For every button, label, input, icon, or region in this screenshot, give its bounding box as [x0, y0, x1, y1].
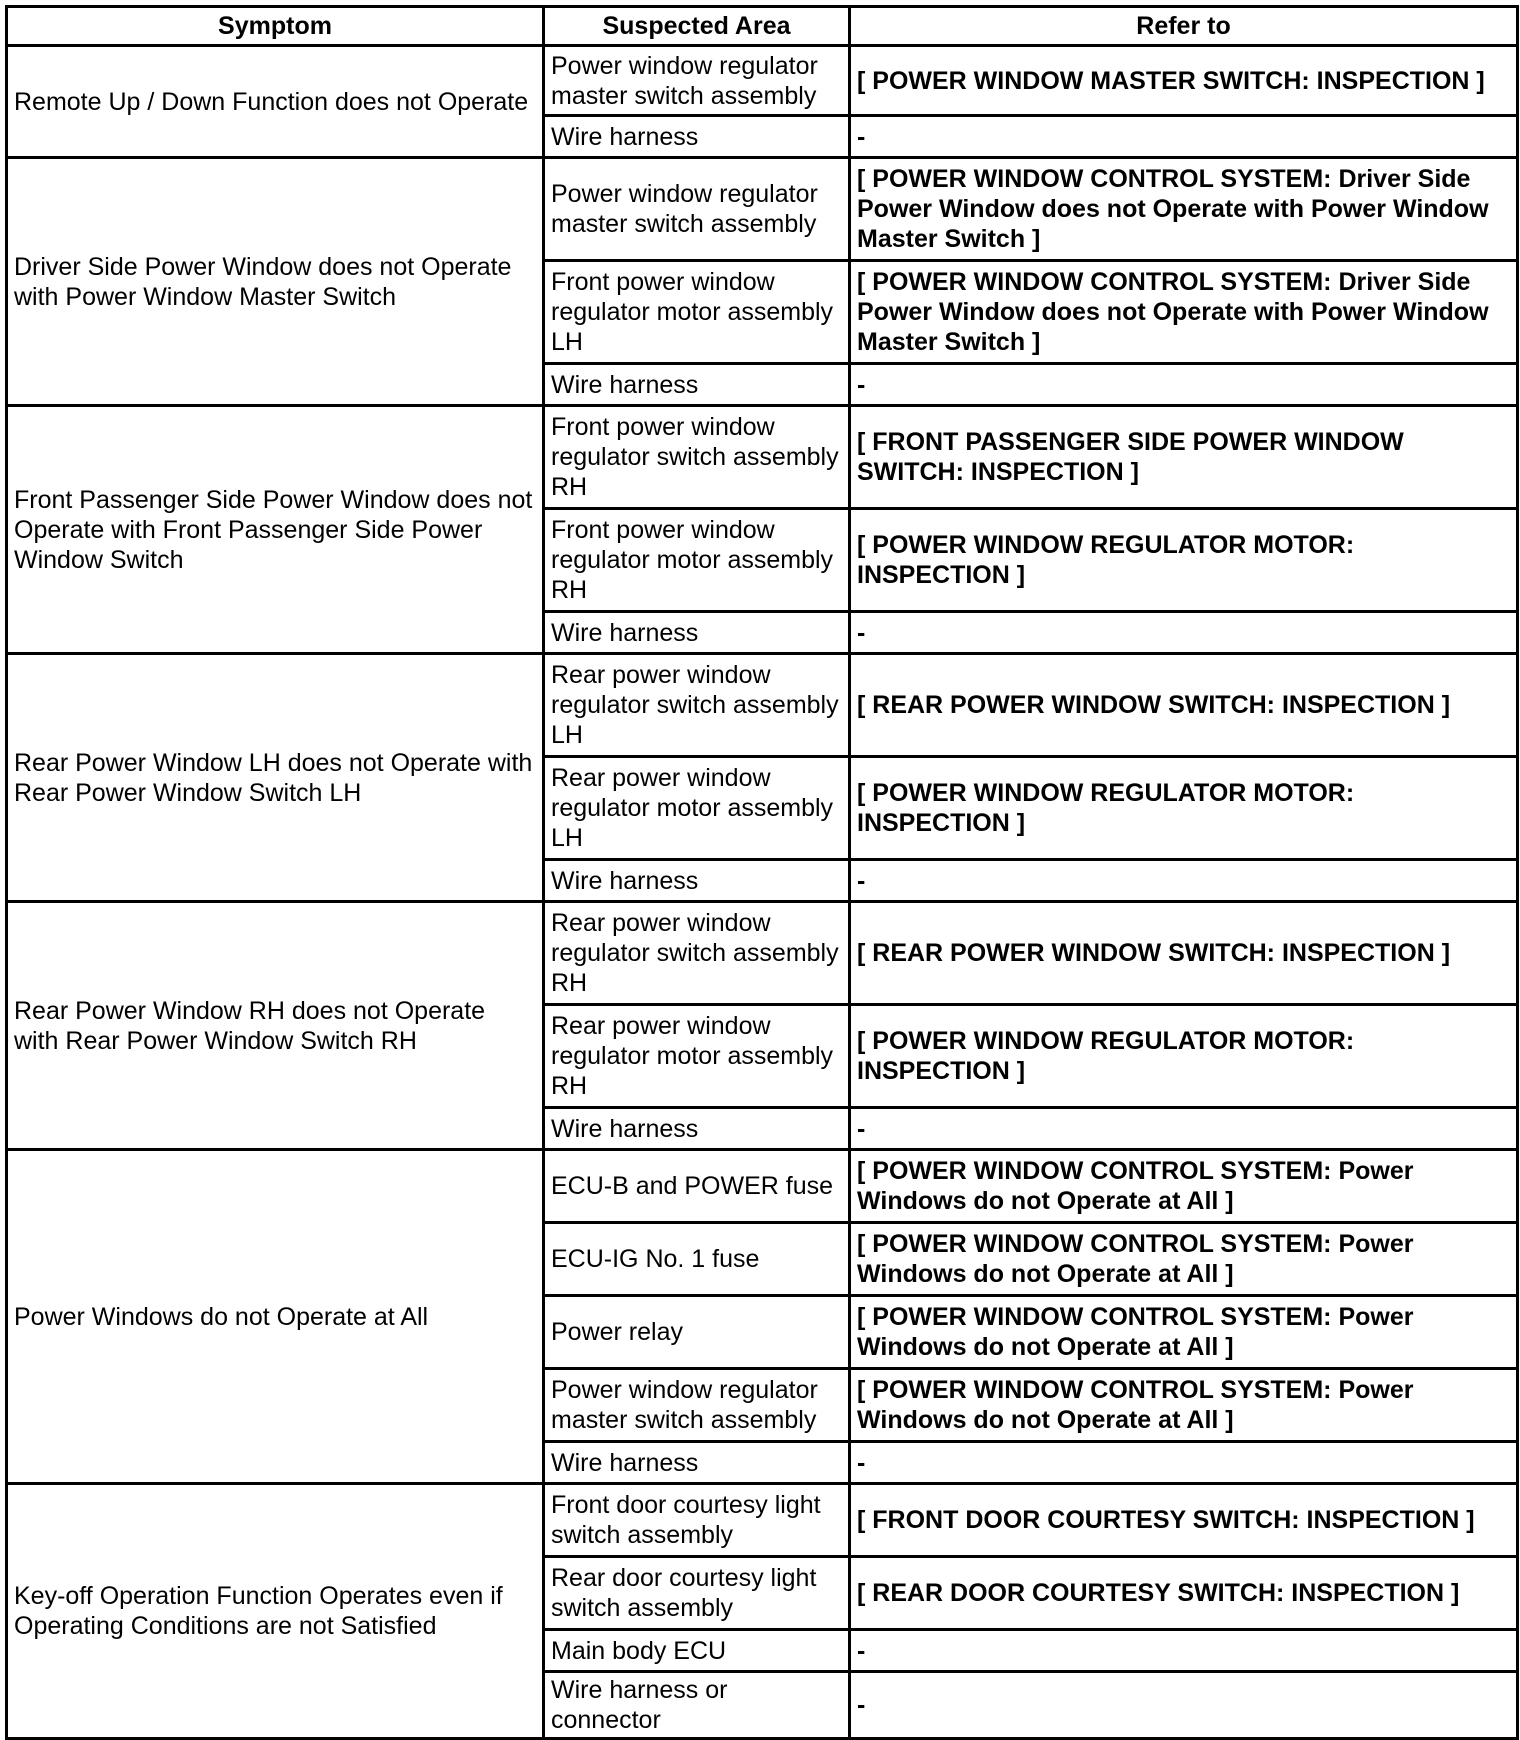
refer-to-cell: -	[850, 612, 1518, 654]
table-row	[7, 46, 1518, 116]
symptom-cell: Remote Up / Down Function does not Operate	[7, 46, 544, 158]
suspected-area-cell: Power window regulator master switch assembly	[544, 1369, 850, 1442]
refer-to-cell: [ POWER WINDOW CONTROL SYSTEM: Power Windows do not Operate at All ]	[850, 1296, 1518, 1369]
suspected-area-cell: Wire harness	[544, 860, 850, 902]
refer-to-cell: [ FRONT PASSENGER SIDE POWER WINDOW SWITCH: INSPECTION ]	[850, 406, 1518, 509]
suspected-area-cell: Wire harness	[544, 1442, 850, 1484]
refer-to-cell: [ POWER WINDOW REGULATOR MOTOR: INSPECTION ]	[850, 757, 1518, 860]
refer-to-cell: -	[850, 116, 1518, 158]
refer-to-cell: -	[850, 364, 1518, 406]
symptom-cell: Key-off Operation Function Operates even if Operating Conditions are not Satisfied	[7, 1484, 544, 1739]
troubleshooting-table	[5, 5, 1519, 1740]
suspected-area-cell: Wire harness or connector	[544, 1672, 850, 1739]
refer-to-cell: -	[850, 1108, 1518, 1150]
refer-to-cell: [ POWER WINDOW CONTROL SYSTEM: Driver Side Power Window does not Operate with Power Window Master Switch ]	[850, 158, 1518, 261]
header-suspected-area: Suspected Area	[544, 7, 850, 46]
header-symptom: Symptom	[7, 7, 544, 46]
table-row	[7, 158, 1518, 261]
suspected-area-cell: Front power window regulator motor assembly RH	[544, 509, 850, 612]
refer-to-cell: -	[850, 1672, 1518, 1739]
refer-to-cell: -	[850, 1630, 1518, 1672]
suspected-area-cell: Wire harness	[544, 1108, 850, 1150]
suspected-area-cell: Front power window regulator switch assembly RH	[544, 406, 850, 509]
table-body	[7, 46, 1518, 1739]
header-refer-to: Refer to	[850, 7, 1518, 46]
header-row	[7, 7, 1518, 46]
refer-to-cell: [ POWER WINDOW CONTROL SYSTEM: Power Windows do not Operate at All ]	[850, 1369, 1518, 1442]
refer-to-cell: [ POWER WINDOW MASTER SWITCH: INSPECTION ]	[850, 46, 1518, 116]
refer-to-cell: [ POWER WINDOW CONTROL SYSTEM: Power Windows do not Operate at All ]	[850, 1223, 1518, 1296]
table-row	[7, 406, 1518, 509]
symptom-cell: Driver Side Power Window does not Operate with Power Window Master Switch	[7, 158, 544, 406]
suspected-area-cell: Power relay	[544, 1296, 850, 1369]
table-row	[7, 654, 1518, 757]
suspected-area-cell: Main body ECU	[544, 1630, 850, 1672]
suspected-area-cell: Rear power window regulator motor assembly RH	[544, 1005, 850, 1108]
suspected-area-cell: Rear power window regulator switch assembly LH	[544, 654, 850, 757]
suspected-area-cell: Power window regulator master switch assembly	[544, 158, 850, 261]
suspected-area-cell: Front door courtesy light switch assembly	[544, 1484, 850, 1557]
table-row	[7, 902, 1518, 1005]
refer-to-cell: [ REAR POWER WINDOW SWITCH: INSPECTION ]	[850, 902, 1518, 1005]
refer-to-cell: [ POWER WINDOW CONTROL SYSTEM: Power Windows do not Operate at All ]	[850, 1150, 1518, 1223]
refer-to-cell: [ REAR DOOR COURTESY SWITCH: INSPECTION ]	[850, 1557, 1518, 1630]
suspected-area-cell: Rear power window regulator motor assembly LH	[544, 757, 850, 860]
suspected-area-cell: Front power window regulator motor assembly LH	[544, 261, 850, 364]
symptom-cell: Front Passenger Side Power Window does not Operate with Front Passenger Side Power Window Switch	[7, 406, 544, 654]
symptom-cell: Power Windows do not Operate at All	[7, 1150, 544, 1484]
refer-to-cell: -	[850, 1442, 1518, 1484]
suspected-area-cell: Wire harness	[544, 364, 850, 406]
refer-to-cell: [ REAR POWER WINDOW SWITCH: INSPECTION ]	[850, 654, 1518, 757]
refer-to-cell: [ FRONT DOOR COURTESY SWITCH: INSPECTION ]	[850, 1484, 1518, 1557]
refer-to-cell: -	[850, 860, 1518, 902]
refer-to-cell: [ POWER WINDOW CONTROL SYSTEM: Driver Side Power Window does not Operate with Power Window Master Switch ]	[850, 261, 1518, 364]
refer-to-cell: [ POWER WINDOW REGULATOR MOTOR: INSPECTION ]	[850, 1005, 1518, 1108]
symptom-cell: Rear Power Window RH does not Operate with Rear Power Window Switch RH	[7, 902, 544, 1150]
suspected-area-cell: Wire harness	[544, 612, 850, 654]
suspected-area-cell: ECU-B and POWER fuse	[544, 1150, 850, 1223]
table-row	[7, 1150, 1518, 1223]
suspected-area-cell: ECU-IG No. 1 fuse	[544, 1223, 850, 1296]
suspected-area-cell: Rear door courtesy light switch assembly	[544, 1557, 850, 1630]
table-row	[7, 1484, 1518, 1557]
symptom-cell: Rear Power Window LH does not Operate with Rear Power Window Switch LH	[7, 654, 544, 902]
refer-to-cell: [ POWER WINDOW REGULATOR MOTOR: INSPECTION ]	[850, 509, 1518, 612]
suspected-area-cell: Power window regulator master switch assembly	[544, 46, 850, 116]
suspected-area-cell: Wire harness	[544, 116, 850, 158]
suspected-area-cell: Rear power window regulator switch assembly RH	[544, 902, 850, 1005]
